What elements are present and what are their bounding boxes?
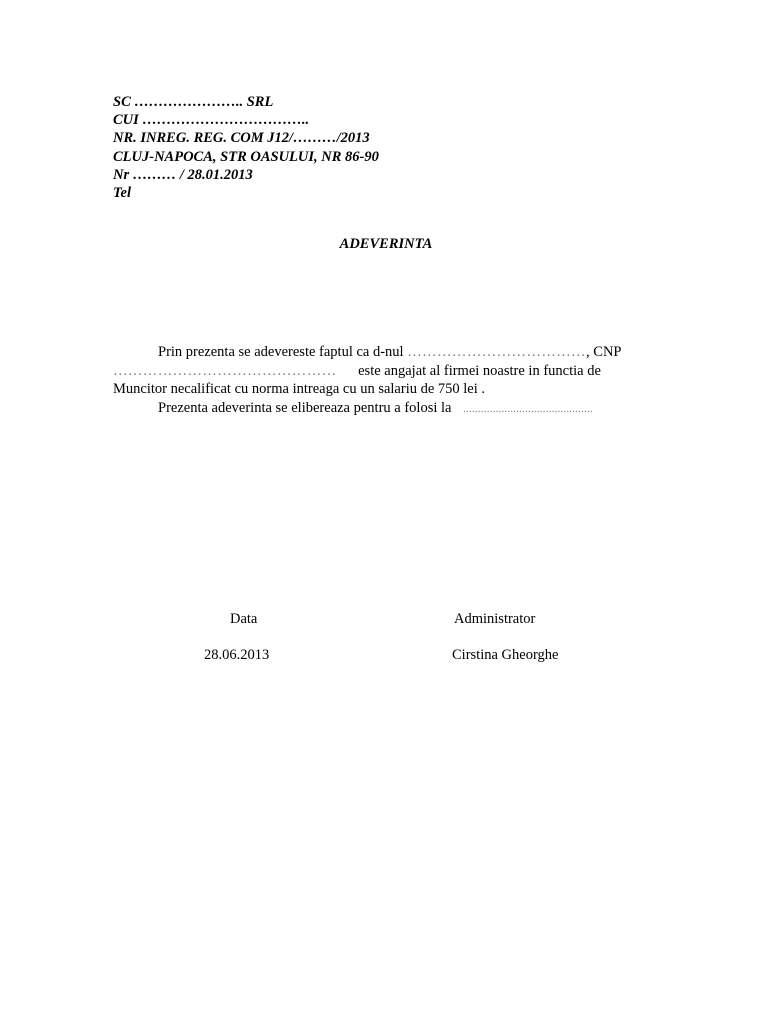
purpose-placeholder-dots: ............................................ [463,402,593,415]
company-name-line: SC ………………….. SRL [113,94,274,110]
document-title-container [0,236,768,253]
company-phone-line: Tel [113,185,131,202]
cnp-placeholder-dots: ……………………………………… [113,362,337,379]
document-body [113,343,640,417]
employment-text: este angajat al firmei noastre in functia de [358,362,601,379]
date-label: Data [230,611,258,627]
body-line-2 [113,362,640,381]
company-header [113,93,379,202]
body-intro-text: Prin prezenta se adevereste faptul ca d-nul [158,344,404,360]
company-cui-line: CUI …………………………….. [113,112,310,129]
position-salary-text: Muncitor necalificat cu norma intreaga cu un salariu de 750 lei . [113,381,486,397]
name-placeholder-dots: ……………………………… [407,344,587,360]
company-registry-line: NR. INREG. REG. COM J12/………/2013 [113,130,370,147]
administrator-name: Cirstina Gheorghe [452,647,559,663]
cnp-label: , CNP [586,344,622,360]
body-line-4 [113,399,640,418]
document-number-line: Nr ……… / 28.01.2013 [113,166,253,183]
document-title: ADEVERINTA [339,236,433,252]
body-line-1 [113,343,640,362]
date-value: 28.06.2013 [204,647,270,663]
purpose-text: Prezenta adeverinta se elibereaza pentru a folosi la [158,399,452,416]
body-line-3 [113,380,640,399]
company-address-line: CLUJ-NAPOCA, STR OASULUI, NR 86-90 [113,148,379,165]
administrator-label: Administrator [454,611,536,627]
